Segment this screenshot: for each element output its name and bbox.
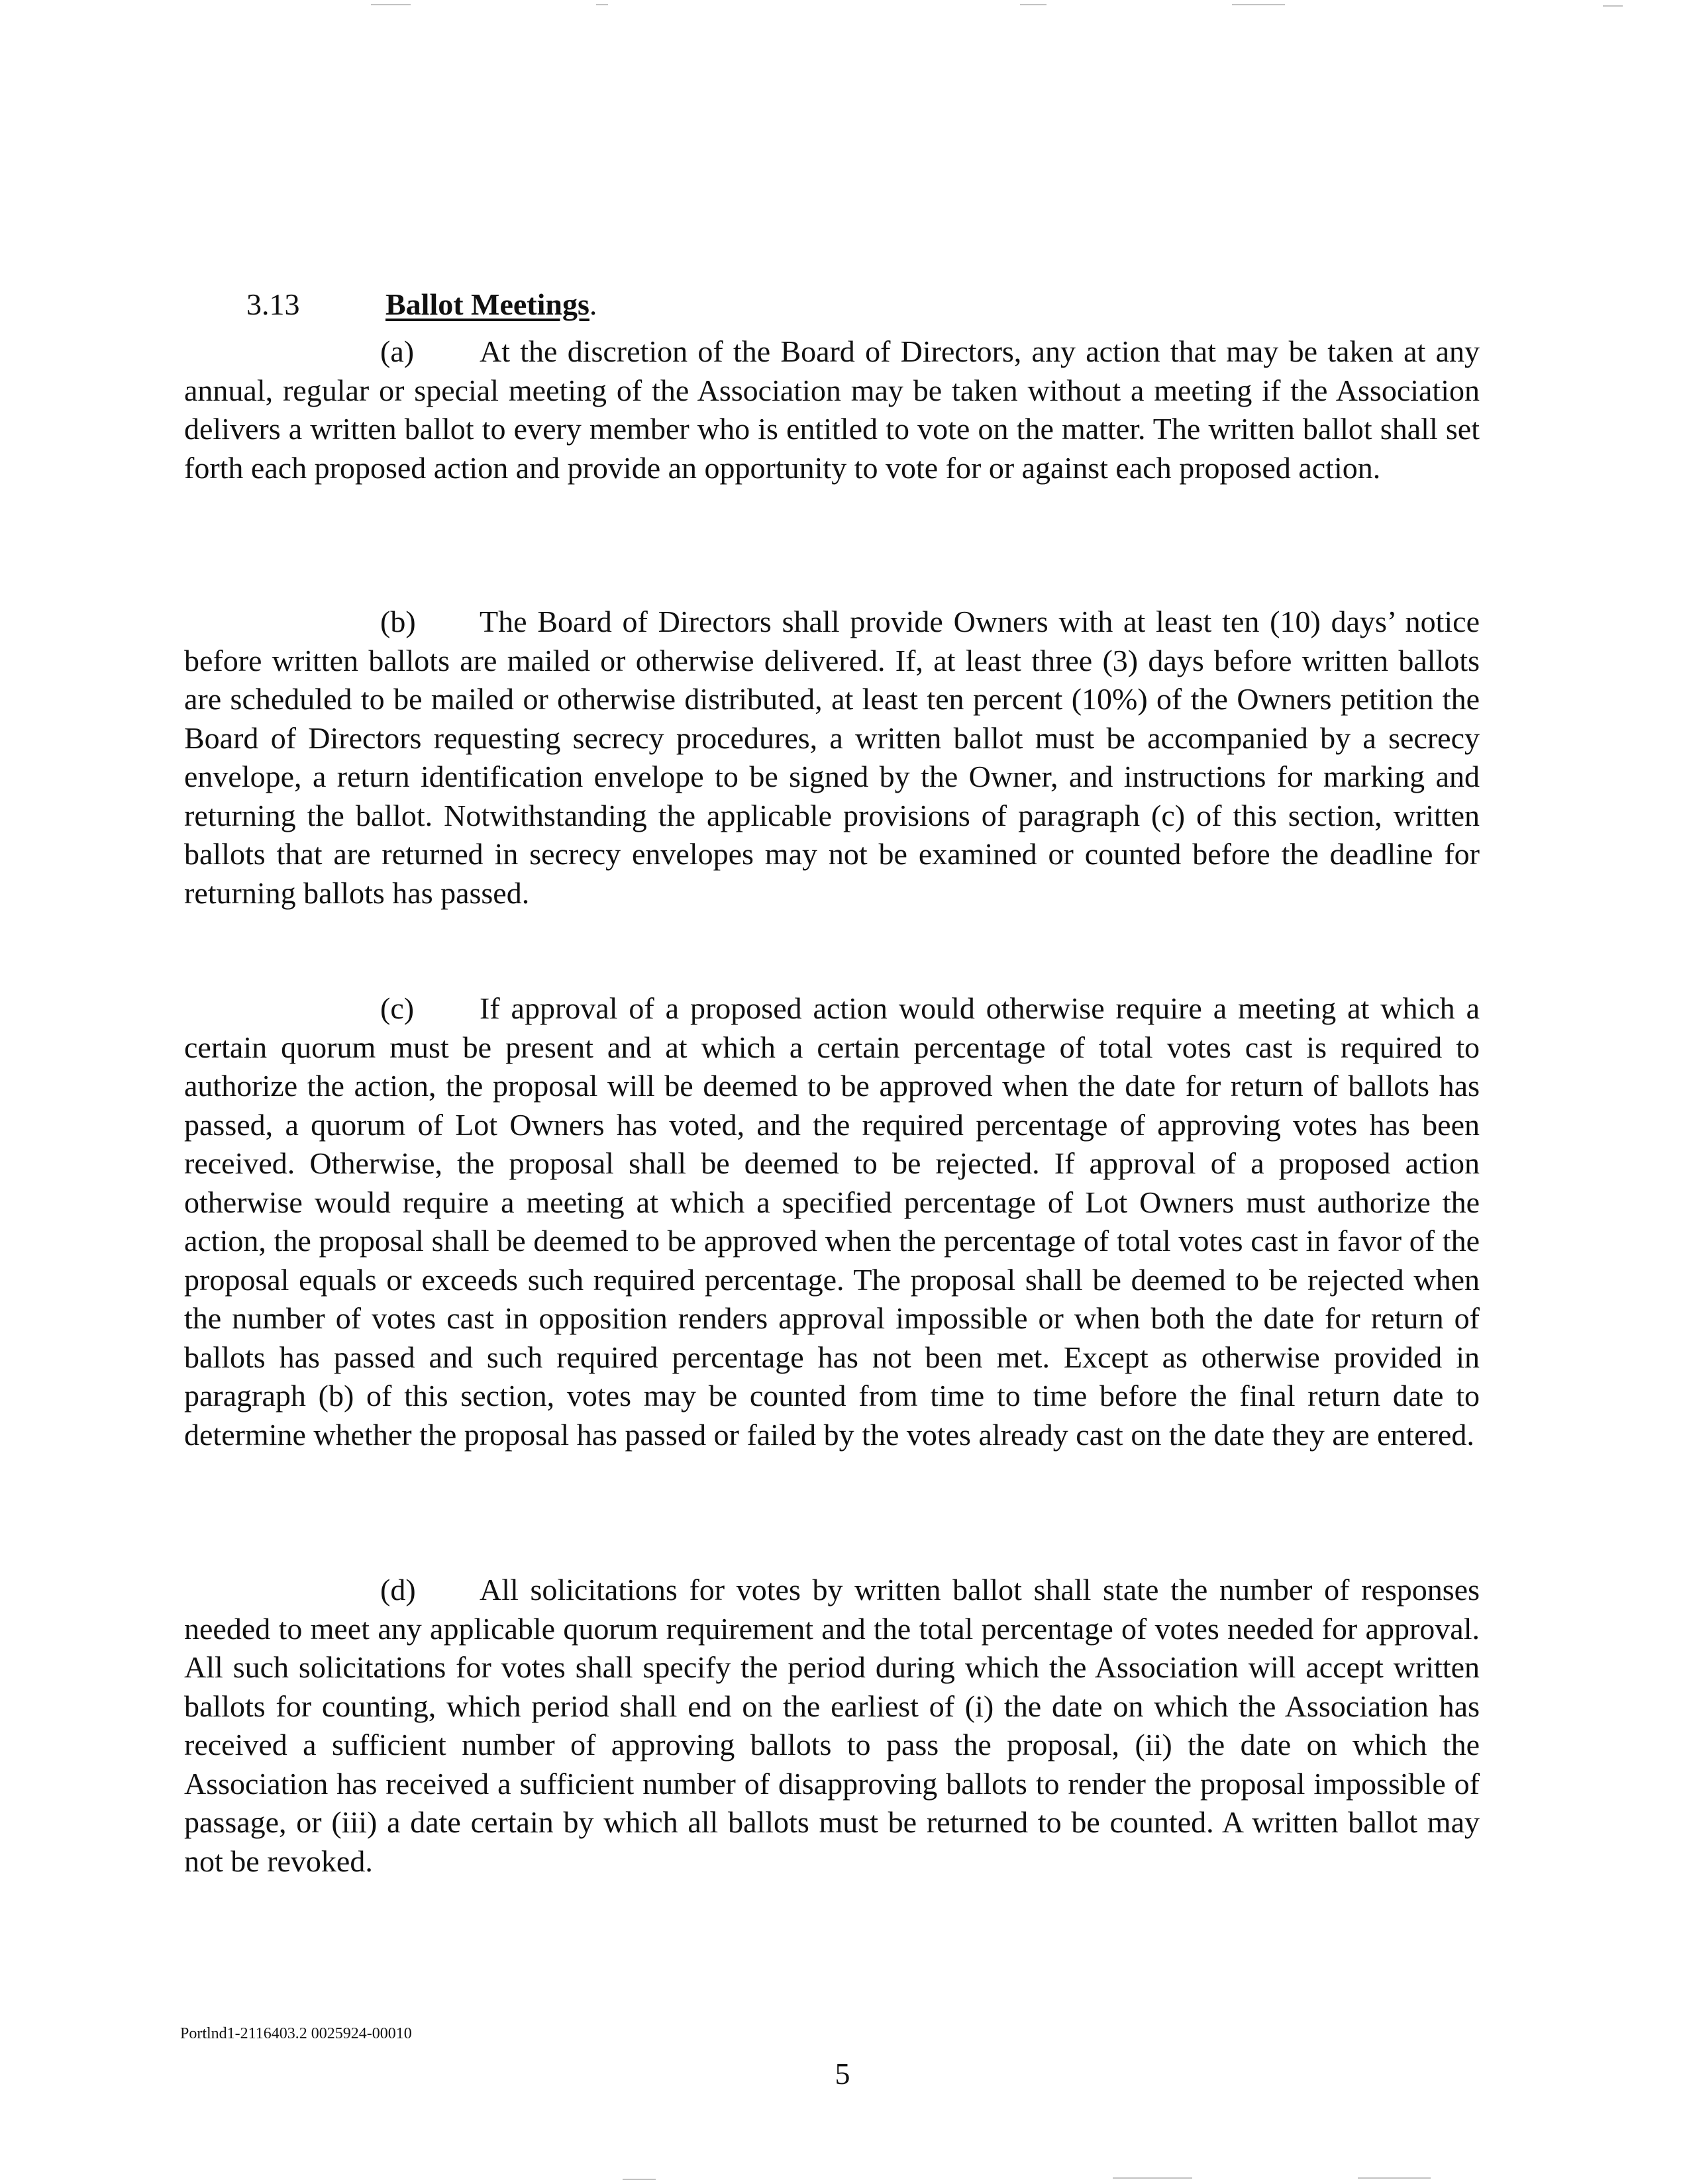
scan-artifact: [371, 4, 411, 5]
paragraph-c: [184, 989, 1480, 1454]
section-title-suffix: .: [589, 287, 597, 321]
paragraph-label: (d): [380, 1573, 416, 1607]
scan-artifact: [1113, 2177, 1192, 2179]
paragraph-label: (a): [380, 334, 415, 368]
scan-artifact: [623, 2179, 656, 2180]
scan-artifact: [1020, 4, 1047, 5]
scan-artifact: [1232, 4, 1285, 5]
section-heading: [246, 286, 597, 323]
scan-artifact: [1603, 5, 1623, 7]
paragraph-text: At the discretion of the Board of Directors, any action that may be taken at any annual, regular or special meeting of the Association may be taken without a meeting if the Association delivers a written ballot to every member who is entitled to vote on the matter. The written ballot shall set forth each proposed action and provide an opportunity to vote for or against each proposed action.: [184, 334, 1480, 485]
paragraph-a: [184, 332, 1480, 487]
section-number: 3.13: [246, 287, 300, 321]
paragraph-text: All solicitations for votes by written ballot shall state the number of responses needed to meet any applicable quorum requirement and the total percentage of votes needed for approval. All such solicitations for votes shall specify the period during which the Association will accept written ballots for counting, which period shall end on the earliest of (i) the date on which the Association has received a sufficient number of approving ballots to pass the proposal, (ii) the date on which the Association has received a sufficient number of disapproving ballots to render the proposal impossible of passage, or (iii) a date certain by which all ballots must be returned to be counted. A written ballot may not be revoked.: [184, 1573, 1480, 1878]
paragraph-label: (c): [380, 991, 415, 1025]
paragraph-text: If approval of a proposed action would otherwise require a meeting at which a certain quorum must be present and at which a certain percentage of total votes cast is required to authorize the action, the proposal will be deemed to be approved when the date for return of ballots has passed, a quorum of Lot Owners has voted, and the required percentage of approving votes has been received. Otherwise, the proposal shall be deemed to be rejected. If approval of a proposed action otherwise would require a meeting at which a specified percentage of Lot Owners must authorize the action, the proposal shall be deemed to be approved when the percentage of total votes cast in favor of the proposal equals or exceeds such required percentage. The proposal shall be deemed to be rejected when the number of votes cast in opposition renders approval impossible or when both the date for return of ballots has passed and such required percentage has not been met. Except as otherwise provided in paragraph (b) of this section, votes may be counted from time to time before the final return date to determine whether the proposal has passed or failed by the votes already cast on the date they are entered.: [184, 991, 1480, 1452]
document-id: Portlnd1-2116403.2 0025924-00010: [180, 2025, 412, 2042]
paragraph-d: [184, 1571, 1480, 1881]
scan-artifact: [596, 4, 608, 5]
scan-artifact: [1358, 2177, 1431, 2179]
paragraph-label: (b): [380, 605, 416, 638]
page-number: 5: [835, 2057, 850, 2091]
paragraph-text: The Board of Directors shall provide Owners with at least ten (10) days’ notice before written ballots are mailed or otherwise delivered. If, at least three (3) days before written ballots are scheduled to be mailed or otherwise distributed, at least ten percent (10%) of the Owners petition the Board of Directors requesting secrecy procedures, a written ballot must be accompanied by a secrecy envelope, a return identification envelope to be signed by the Owner, and instructions for marking and returning the ballot. Notwithstanding the applicable provisions of paragraph (c) of this section, written ballots that are returned in secrecy envelopes may not be examined or counted before the deadline for returning ballots has passed.: [184, 605, 1480, 910]
section-title: Ballot Meetings: [385, 287, 589, 321]
paragraph-b: [184, 603, 1480, 913]
